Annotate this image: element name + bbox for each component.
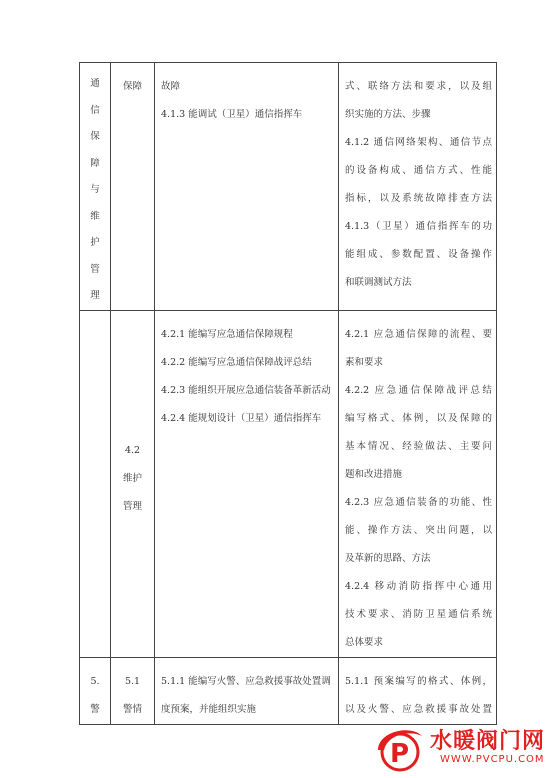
category-char: 护 [90,237,100,248]
category-char: 维 [90,210,100,222]
subcategory-cell [111,63,155,311]
knowledge-line: 技术要求、消防卫星通信系统 [345,608,492,620]
skill-cell [155,310,339,657]
knowledge-line: 总体要求 [345,636,384,648]
knowledge-cell [339,310,497,657]
subcategory-text: 4.2 [124,444,141,456]
subcategory-cell [111,657,155,724]
watermark-logo-letter: P [390,739,410,769]
knowledge-line: 编写格式、体例，以及保障的 [345,412,492,424]
knowledge-line: 式、联络方法和要求，以及组 [345,81,492,92]
knowledge-line: 4.2.3 应急通信装备的功能、性 [345,496,492,508]
subcategory-text: 维护 [122,472,142,484]
category-cell [80,657,111,724]
category-char: 信 [90,104,100,116]
knowledge-line: 5.1.1 预案编写的格式、体例， [345,675,492,687]
subcategory-cell [111,310,155,657]
skill-line: 故障 [161,81,181,92]
category-char: 管 [90,263,100,275]
subcategory-text: 5.1 [124,675,141,687]
knowledge-line: 4.2.2 应急通信保障战评总结 [345,384,492,396]
knowledge-line: 题和改进措施 [345,468,403,480]
category-char: 障 [90,157,100,169]
knowledge-line: 和联调测试方法 [345,277,412,288]
knowledge-cell [339,657,497,724]
skill-line: 度预案，并能组织实施 [161,703,257,715]
knowledge-line: 指标，以及系统故障排查方法 [345,193,492,204]
table-row [80,310,497,657]
curriculum-table [79,62,497,725]
knowledge-line: 基本情况、经验做法、主要问 [345,440,492,452]
category-char: 与 [90,184,100,195]
knowledge-line: 4.2.4 移动消防指挥中心通用 [345,580,492,592]
knowledge-line: 4.1.3（卫星）通信指挥车的功 [345,221,492,232]
knowledge-line: 以及火警、应急救援事故处置 [345,703,492,715]
skill-line: 4.2.2 能编写应急通信保障战评总结 [161,356,312,368]
skill-cell [155,63,339,311]
subcategory-text: 管理 [122,500,142,512]
table-row [80,657,497,724]
skill-line: 5.1.1 能编写火警、应急救援事故处置调 [161,675,331,687]
category-char: 理 [90,290,100,301]
category-text: 5. [90,675,100,687]
category-text: 警 [90,703,100,715]
watermark-title: 水暖阀门网 [430,729,546,754]
knowledge-line: 4.2.1 应急通信保障的流程、要 [345,328,492,340]
table-row [80,63,497,311]
subcategory-text: 警情 [122,703,142,715]
skill-cell [155,657,339,724]
skill-line: 4.1.3 能调试（卫星）通信指挥车 [161,109,303,120]
skill-line: 4.2.1 能编写应急通信保障规程 [161,328,293,340]
category-cell [80,63,111,311]
skill-line: 4.2.4 能规划设计（卫星）通信指挥车 [161,412,322,424]
site-watermark [370,718,550,778]
knowledge-line: 及革新的思路、方法 [345,552,431,564]
knowledge-line: 能、操作方法、突出问题，以 [345,524,492,536]
skill-line: 4.2.3 能组织开展应急通信装备革新活动 [161,384,331,396]
knowledge-line: 素和要求 [345,356,384,368]
watermark-logo-icon [370,720,430,776]
knowledge-line: 4.1.2 通信网络架构、通信节点 [345,137,492,148]
watermark-url: WWW.PVCPU.COM [440,754,545,765]
category-cell-empty [80,310,111,657]
knowledge-cell [339,63,497,311]
category-char: 通 [90,78,100,89]
subcategory-text: 保障 [122,81,142,92]
knowledge-line: 能组成、参数配置、设备操作 [345,249,492,260]
knowledge-line: 织实施的方法、步骤 [345,109,431,120]
category-char: 保 [90,131,100,142]
knowledge-line: 的设备构成、通信方式、性能 [345,165,492,176]
